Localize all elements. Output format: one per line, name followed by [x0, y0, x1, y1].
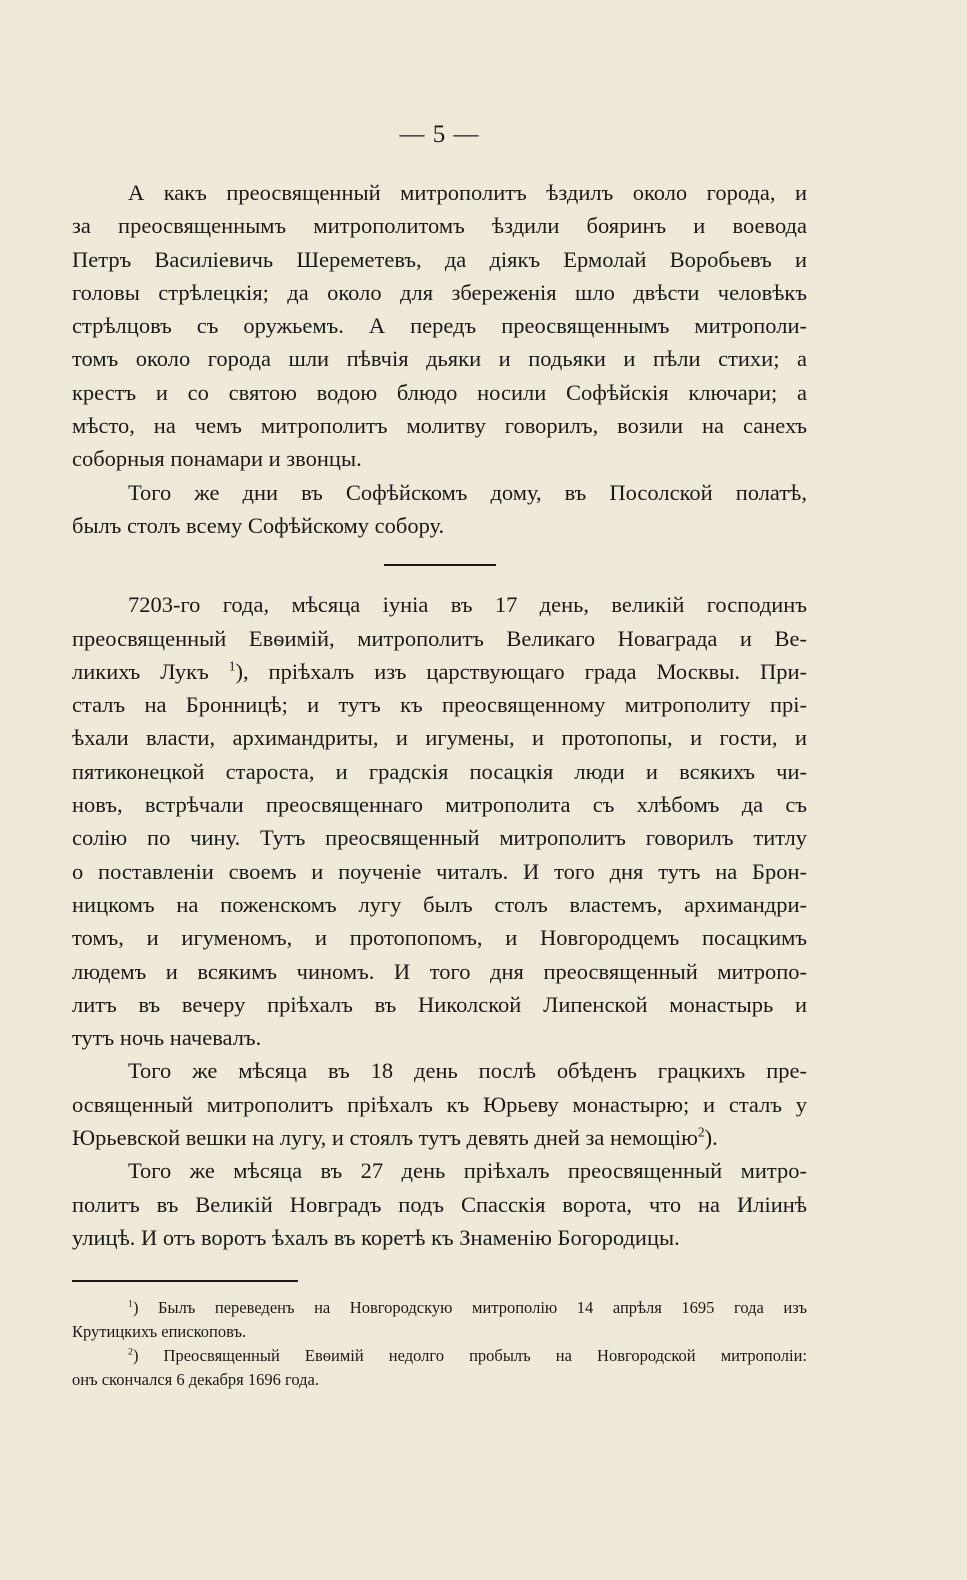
text-line: онъ скончался 6 декабря 1696 года.	[72, 1370, 320, 1390]
text-line: А какъ преосвященный митрополитъ ѣздилъ около города, и	[128, 180, 807, 205]
text-line: 7203-го года, мѣсяца іуніа въ 17 день, великій господинъ	[128, 592, 807, 618]
text-line: крестъ и со святою водою блюдо носили Софѣйскія ключари; а	[72, 379, 807, 405]
text-line: Крутицкихъ епископовъ.	[72, 1322, 247, 1342]
text-line: литъ въ вечеру пріѣхалъ въ Николской Липенской монастырь и	[72, 991, 807, 1017]
text-fragment: ликихъ Лукъ	[72, 658, 209, 684]
text-line: мѣсто, на чемъ митрополитъ молитву говорилъ, возили на санехъ	[72, 413, 807, 439]
text-line: за преосвященнымъ митрополитомъ ѣздили бояринъ и воевода	[72, 213, 807, 239]
text-line	[72, 1344, 807, 1368]
paragraph-3	[72, 588, 807, 1054]
paragraph-5	[72, 1154, 807, 1254]
footnote-rule	[72, 1280, 298, 1282]
text-line: головы стрѣлецкія; да около для збереженія шло двѣсти человѣкъ	[72, 279, 807, 305]
text-line: Того же мѣсяца въ 27 день пріѣхалъ преосвященный митро-	[128, 1158, 807, 1184]
footnote-ref-1[interactable]: 1	[228, 658, 236, 674]
paragraph-2	[72, 476, 807, 543]
text-line: солію по чину. Тутъ преосвященный митрополитъ говорилъ титлу	[72, 825, 807, 851]
text-line: освященный митрополитъ пріѣхалъ къ Юрьеву монастырю; и сталъ у	[72, 1091, 807, 1117]
page-number: — 5 —	[399, 121, 480, 148]
text-fragment: ).	[704, 1125, 718, 1151]
text-line: сталъ на Бронницѣ; и тутъ къ преосвященному митрополиту прі-	[72, 692, 807, 718]
text-line: стрѣлцовъ съ оружьемъ. А передъ преосвященнымъ митрополи-	[72, 313, 807, 339]
text-line: Того же дни въ Софѣйскомъ дому, въ Посолской полатѣ,	[128, 479, 807, 505]
text-line: Петръ Василіевичь Шереметевъ, да діякъ Ермолай Воробьевъ и	[72, 246, 807, 272]
footnote-2	[72, 1344, 807, 1392]
text-line: соборныя понамари и звонцы.	[72, 446, 362, 472]
text-line	[72, 1296, 807, 1320]
text-line: былъ столъ всему Софѣйскому собору.	[72, 512, 445, 538]
footnote-mark: 2	[128, 1346, 133, 1358]
paragraph-4	[72, 1054, 807, 1154]
text-line: пятиконецкой староста, и градскія посацкія люди и всякихъ чи-	[72, 758, 807, 784]
footnote-1	[72, 1296, 807, 1344]
text-line: новъ, встрѣчали преосвященнаго митрополита съ хлѣбомъ да съ	[72, 792, 807, 818]
text-line: ницкомъ на поженскомъ лугу былъ столъ властемъ, архимандри-	[72, 891, 807, 917]
text-fragment: ) Преосвященный Евѳимій недолго пробылъ на Новгородской митрополіи:	[132, 1346, 807, 1366]
text-line: людемъ и всякимъ чиномъ. И того дня преосвященный митропо-	[72, 958, 807, 984]
paragraph-1	[72, 176, 807, 476]
footnote-ref-2[interactable]: 2	[697, 1124, 705, 1140]
text-line	[72, 1121, 807, 1154]
text-line: улицѣ. И отъ воротъ ѣхалъ въ коретѣ къ Знаменію Богородицы.	[72, 1224, 680, 1250]
footnote-mark: 1	[128, 1298, 133, 1310]
text-fragment: Юрьевской вешки на лугу, и стоялъ тутъ девять дней за немощію	[72, 1125, 698, 1151]
text-line: томъ, и игуменомъ, и протопопомъ, и Новгородцемъ посацкимъ	[72, 925, 807, 951]
section-divider	[384, 564, 496, 566]
text-line: политъ въ Великій Новградъ подъ Спасскія ворота, что на Иліинѣ	[72, 1191, 807, 1217]
footnotes	[72, 1296, 807, 1392]
text-line	[72, 655, 807, 688]
text-line: о поставленіи своемъ и поученіе читалъ. И того дня тутъ на Брон-	[72, 858, 807, 884]
text-line: Того же мѣсяца въ 18 день послѣ обѣденъ грацкихъ пре-	[128, 1058, 807, 1084]
text-line: ѣхали власти, архимандриты, и игумены, и протопопы, и гости, и	[72, 725, 807, 751]
text-fragment: ) Былъ переведенъ на Новгородскую митрополію 14 апрѣля 1695 года изъ	[132, 1298, 807, 1318]
text-line: тутъ ночь начевалъ.	[72, 1025, 262, 1051]
text-fragment: ), пріѣхалъ изъ царствующаго града Москвы. При-	[235, 658, 807, 684]
text-line: томъ около города шли пѣвчія дьяки и подьяки и пѣли стихи; а	[72, 346, 807, 372]
text-line: преосвященный Евѳимій, митрополитъ Великаго Новаграда и Ве-	[72, 625, 807, 651]
page	[72, 118, 807, 1392]
